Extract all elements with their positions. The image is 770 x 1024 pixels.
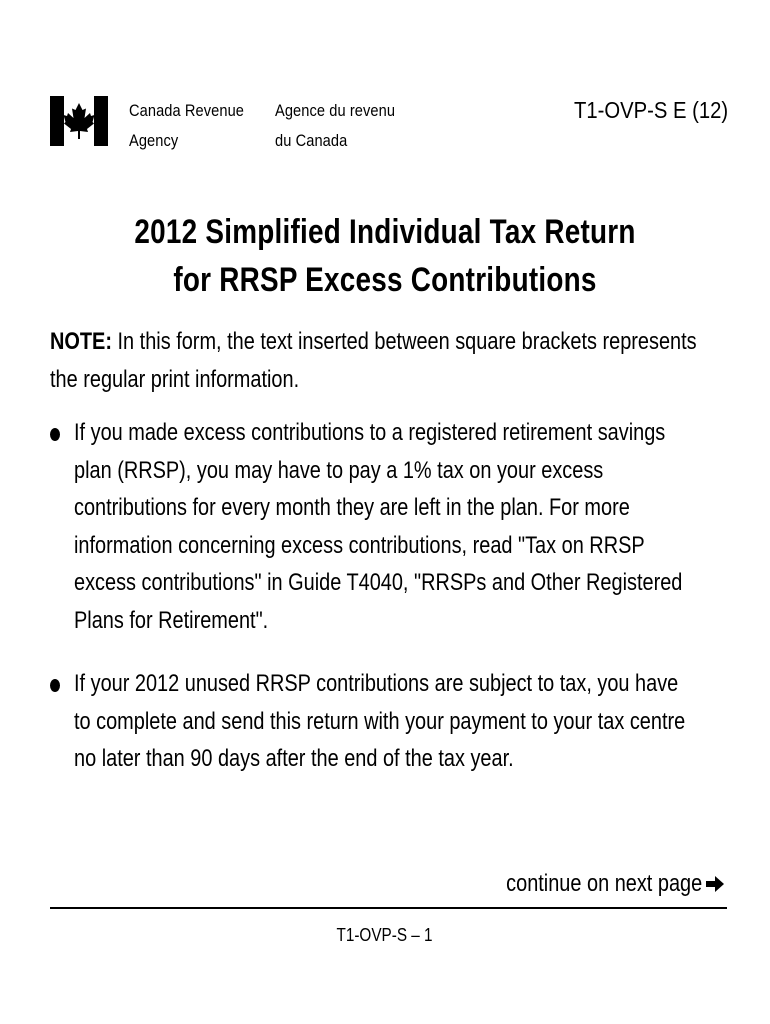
bullet-text [74, 414, 770, 639]
note-paragraph [50, 323, 750, 398]
bullet-1-line-3: contributions for every month they are left in the plan. For more [74, 494, 630, 521]
bullet-2-line-3: no later than 90 days after the end of the tax year. [74, 745, 514, 772]
note-text-1: In this form, the text inserted between square brackets represents [111, 328, 697, 355]
continue-label: continue on next page [505, 870, 702, 897]
bullet-1-line-2: plan (RRSP), you may have to pay a 1% tax on your excess [74, 456, 604, 484]
note-line-1 [50, 323, 697, 361]
agency-en-line-2: Agency [129, 131, 179, 150]
bullet-text [74, 665, 770, 778]
bullet-1-line-5: excess contributions" in Guide T4040, "RRSPs and Other Registered [74, 569, 683, 596]
agency-fr-line-2: du Canada [275, 131, 348, 150]
bullet-dot-icon [50, 428, 60, 441]
continue-next-page-link[interactable] [466, 866, 726, 902]
arrow-right-icon [704, 873, 726, 895]
page-number [0, 922, 770, 948]
page-number-text: T1-OVP-S – 1 [336, 925, 434, 945]
footer-divider [50, 907, 727, 909]
form-code: T1-OVP-S E (12) [573, 97, 728, 123]
agency-name-french [275, 96, 415, 156]
bullet-1-line-6: Plans for Retirement". [74, 606, 269, 634]
agency-en-line-1: Canada Revenue [129, 101, 245, 120]
title-line-1: 2012 Simplified Individual Tax Return [134, 213, 636, 251]
title-line-2: for RRSP Excess Contributions [173, 261, 597, 299]
note-line-2: the regular print information. [50, 365, 300, 393]
agency-name-english [129, 96, 263, 156]
note-label: NOTE: [50, 328, 112, 355]
agency-fr-line-1: Agence du revenu [275, 101, 396, 120]
page-title [0, 208, 770, 304]
bullet-dot-icon [50, 679, 60, 692]
bullet-2-line-1: If your 2012 unused RRSP contributions are subject to tax, you have [74, 670, 679, 697]
bullet-2-line-2: to complete and send this return with your payment to your tax centre [74, 707, 686, 735]
canada-flag-icon [50, 96, 108, 146]
bullet-1-line-4: information concerning excess contributions, read "Tax on RRSP [74, 531, 645, 559]
bullet-1-line-1: If you made excess contributions to a registered retirement savings [74, 419, 666, 446]
